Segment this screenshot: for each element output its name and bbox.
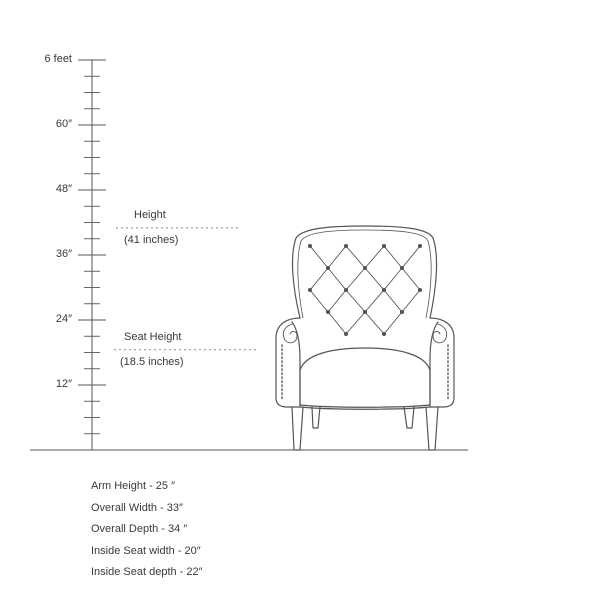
tuft-seam xyxy=(402,268,420,290)
tuft-seam xyxy=(384,290,402,312)
seat-height-value: (18.5 inches) xyxy=(120,355,184,368)
scale-label: 36″ xyxy=(55,248,72,260)
tuft-seam xyxy=(384,268,402,290)
tuft-seam xyxy=(328,246,346,268)
left-arm xyxy=(276,318,300,407)
specifications-list xyxy=(91,476,203,584)
armchair-illustration xyxy=(276,226,454,450)
tuft-seam xyxy=(346,312,365,334)
chair-legs xyxy=(292,407,438,450)
tuft-seam xyxy=(328,312,346,334)
tuft-seam xyxy=(365,246,384,268)
scale-label: 60″ xyxy=(55,118,72,130)
spec-inside-seat-width: Inside Seat width - 20″ xyxy=(91,544,201,557)
tuft-seam xyxy=(402,246,420,268)
tuft-seam xyxy=(346,246,365,268)
tuft-seam xyxy=(328,290,346,312)
height-value: (41 inches) xyxy=(124,233,179,246)
chair-seat xyxy=(300,348,430,370)
tuft-seam xyxy=(402,290,420,312)
right-arm xyxy=(430,318,454,407)
scale-label: 12″ xyxy=(55,378,72,390)
tuft-seam xyxy=(310,246,328,268)
tuft-seam xyxy=(365,268,384,290)
spec-inside-seat-depth: Inside Seat depth - 22″ xyxy=(91,566,203,578)
scale-label: 6 feet xyxy=(44,53,72,65)
chair-back xyxy=(293,226,437,318)
spec-overall-depth: Overall Depth - 34 ″ xyxy=(91,523,188,535)
height-title: Height xyxy=(134,208,166,221)
scale-label: 48″ xyxy=(55,183,72,195)
tuft-seam xyxy=(384,312,402,334)
spec-overall-width: Overall Width - 33″ xyxy=(91,501,183,514)
tuft-seam xyxy=(328,268,346,290)
tuft-seam xyxy=(346,290,365,312)
tuft-seam xyxy=(310,268,328,290)
spec-arm-height: Arm Height - 25 ″ xyxy=(91,480,175,492)
tuft-seam xyxy=(365,312,384,334)
tuft-seam xyxy=(365,290,384,312)
scale-label: 24″ xyxy=(55,313,72,325)
tuft-seam xyxy=(346,268,365,290)
tuft-seam xyxy=(310,290,328,312)
tuft-seam xyxy=(384,246,402,268)
seat-height-title: Seat Height xyxy=(124,330,182,343)
